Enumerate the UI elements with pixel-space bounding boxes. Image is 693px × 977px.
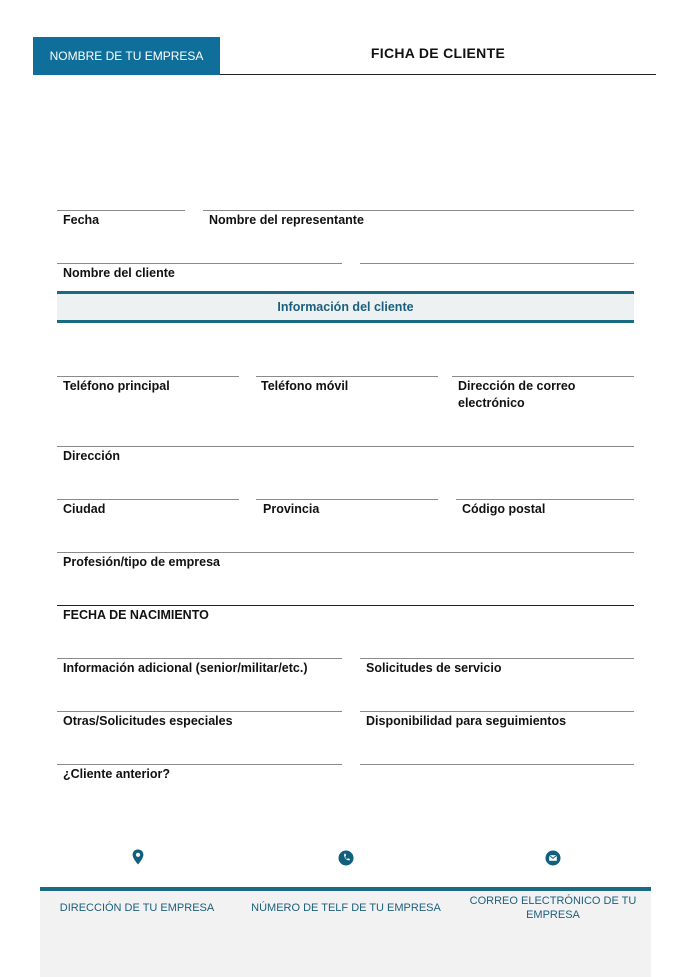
- profession-label: Profesión/tipo de empresa: [63, 555, 220, 569]
- profession-field-line[interactable]: [57, 552, 634, 553]
- client-name-extra-line[interactable]: [360, 263, 634, 264]
- previous-client-label: ¿Cliente anterior?: [63, 767, 170, 781]
- follow-up-field-line[interactable]: [360, 711, 634, 712]
- mobile-phone-field-line[interactable]: [256, 376, 438, 377]
- email-icon: [545, 850, 561, 866]
- client-name-label: Nombre del cliente: [63, 266, 175, 280]
- document-title: FICHA DE CLIENTE: [370, 45, 506, 61]
- location-pin-icon: [130, 849, 146, 865]
- city-field-line[interactable]: [57, 499, 239, 500]
- province-label: Provincia: [263, 502, 320, 516]
- birth-date-field-line[interactable]: [57, 605, 634, 606]
- phone-icon: [338, 850, 354, 866]
- address-label: Dirección: [63, 449, 120, 463]
- special-requests-label: Otras/Solicitudes especiales: [63, 714, 233, 728]
- date-field-line[interactable]: [57, 210, 185, 211]
- header-divider: [220, 74, 656, 75]
- postal-code-field-line[interactable]: [456, 499, 634, 500]
- postal-code-label: Código postal: [462, 502, 546, 516]
- footer-address: DIRECCIÓN DE TU EMPRESA: [59, 902, 215, 914]
- company-name: NOMBRE DE TU EMPRESA: [49, 49, 204, 63]
- client-name-field-line[interactable]: [57, 263, 342, 264]
- representative-field-line[interactable]: [203, 210, 634, 211]
- service-requests-field-line[interactable]: [360, 658, 634, 659]
- additional-info-field-line[interactable]: [57, 658, 342, 659]
- previous-client-field-line[interactable]: [57, 764, 342, 765]
- company-name-box: [33, 37, 220, 75]
- date-label: Fecha: [63, 213, 100, 227]
- footer-email: CORREO ELECTRÓNICO DE TU EMPRESA: [469, 895, 637, 921]
- follow-up-label: Disponibilidad para seguimientos: [366, 714, 567, 728]
- birth-date-label: FECHA DE NACIMIENTO: [63, 608, 209, 622]
- footer-phone: NÚMERO DE TELF DE TU EMPRESA: [251, 902, 441, 914]
- previous-client-extra-line[interactable]: [360, 764, 634, 765]
- email-field-line[interactable]: [452, 376, 634, 377]
- service-requests-label: Solicitudes de servicio: [366, 661, 502, 675]
- client-info-section-header: [57, 291, 634, 323]
- section-title: Información del cliente: [277, 300, 414, 314]
- additional-info-label: Información adicional (senior/militar/etc.): [63, 661, 308, 675]
- address-field-line[interactable]: [57, 446, 634, 447]
- email-label: Dirección de correo electrónico: [458, 379, 576, 410]
- mobile-phone-label: Teléfono móvil: [261, 379, 349, 393]
- representative-label: Nombre del representante: [209, 213, 364, 227]
- province-field-line[interactable]: [256, 499, 438, 500]
- main-phone-label: Teléfono principal: [63, 379, 170, 393]
- main-phone-field-line[interactable]: [57, 376, 239, 377]
- city-label: Ciudad: [63, 502, 106, 516]
- special-requests-field-line[interactable]: [57, 711, 342, 712]
